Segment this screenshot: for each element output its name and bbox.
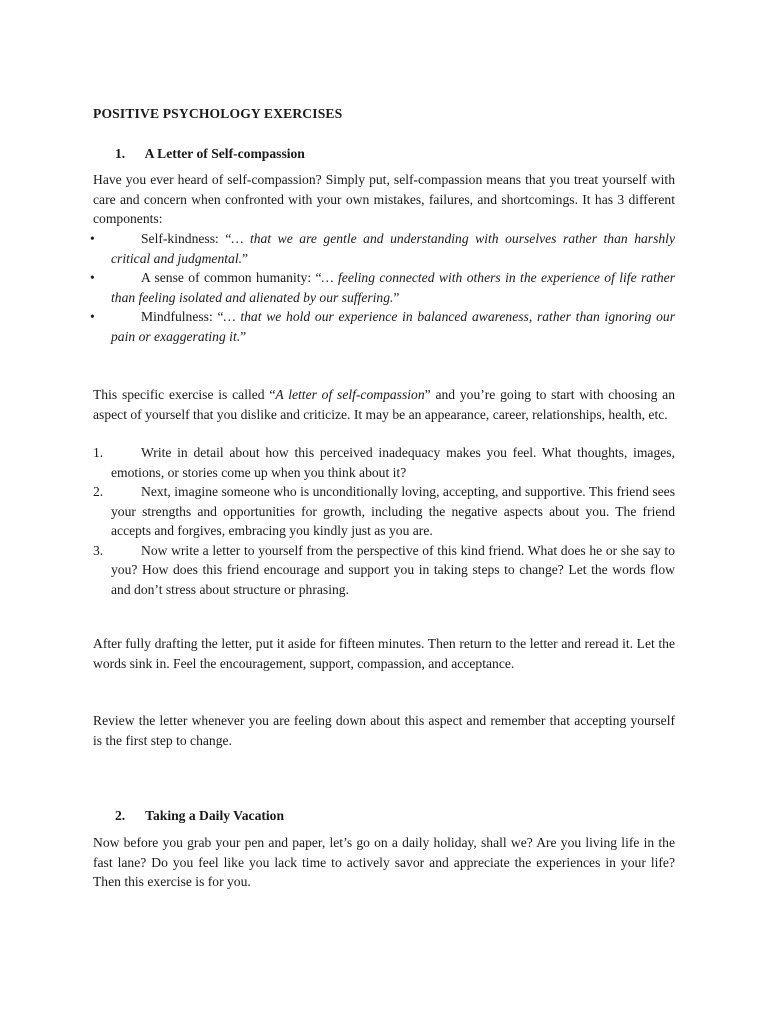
section-2-heading [93, 806, 675, 826]
list-item: 2. Next, imagine someone who is unconditionally loving, accepting, and supportive. This friend sees your strengths and opportunities for growth, including the negative aspects about you. The friend accepts and forgives, embracing you kindly just as you are. [93, 484, 675, 538]
section-1-number: 1. [115, 146, 126, 161]
section-1-heading [93, 144, 675, 164]
steps-list [93, 443, 675, 599]
bullet-icon: • [90, 270, 95, 285]
section-1-intro: Have you ever heard of self-compassion? Simply put, self-compassion means that you treat yourself with care and concern when confronted with your own mistakes, failures, and shortcomings. It has 3 different components: [93, 172, 675, 226]
section-2-title: Taking a Daily Vacation [145, 808, 285, 823]
list-item: • Mindfulness: “… that we hold our experience in balanced awareness, rather than ignoring our pain or exaggerating it.” [90, 309, 675, 344]
list-item: 3. Now write a letter to yourself from the perspective of this kind friend. What does he or she say to you? How does this friend encourage and support you in taking steps to change? Let the words flow and don’t stress about structure or phrasing. [93, 542, 675, 597]
section-2-number: 2. [115, 808, 126, 823]
list-item: • Self-kindness: “… that we are gentle and understanding with ourselves rather than harshly critical and judgmental.” [90, 231, 675, 266]
step-number: 2. [93, 484, 104, 499]
bullet-icon: • [90, 309, 95, 324]
components-list [90, 229, 675, 346]
step-number: 3. [93, 542, 104, 558]
list-item: 1. Write in detail about how this perceived inadequacy makes you feel. What thoughts, images, emotions, or stories come up when you think about it? [93, 445, 675, 480]
section-1-title: A Letter of Self-compassion [144, 146, 305, 161]
exercise-name: A letter of self-compassion [275, 387, 425, 402]
step-number: 1. [93, 445, 104, 460]
section-2-intro: Now before you grab your pen and paper, let’s go on a daily holiday, shall we? Are you living life in the fast lane? Do you feel like you lack time to actively savor and appreciate the experiences in your life? Then this exercise is for you. [93, 835, 675, 889]
exercise-description: This specific exercise is called “A letter of self-compassion” and you’re going to start with choosing an aspect of yourself that you dislike and criticize. It may be an appearance, career, relationships, health, etc. [93, 387, 675, 422]
after-drafting-paragraph: After fully drafting the letter, put it aside for fifteen minutes. Then return to the letter and reread it. Let the words sink in. Feel the encouragement, support, compassion, and acceptance. [93, 636, 675, 671]
bullet-icon: • [90, 231, 95, 246]
document-title: POSITIVE PSYCHOLOGY EXERCISES [93, 106, 343, 121]
review-paragraph: Review the letter whenever you are feeling down about this aspect and remember that accepting yourself is the first step to change. [93, 713, 675, 748]
list-item: • A sense of common humanity: “… feeling connected with others in the experience of life rather than feeling isolated and alienated by our suffering.” [90, 270, 675, 305]
